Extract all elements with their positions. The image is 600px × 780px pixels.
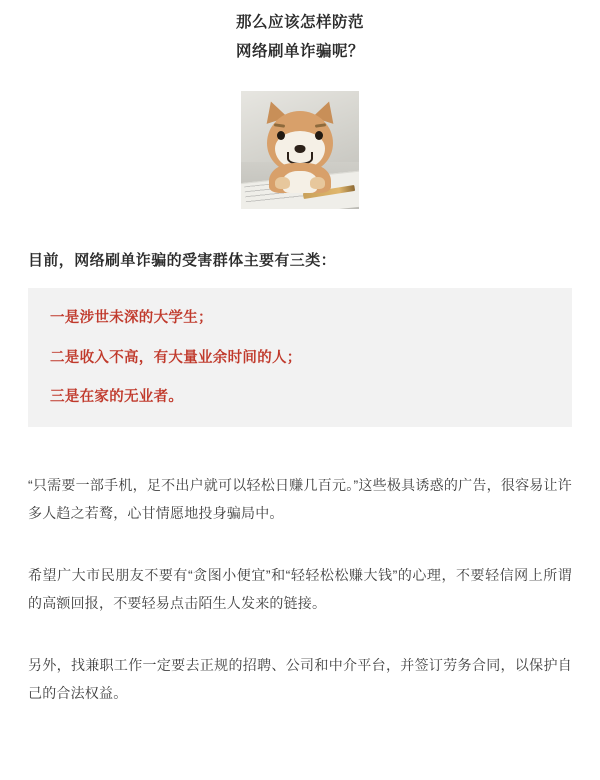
dog-eye-right: [315, 131, 323, 140]
shiba-dog-icon: [259, 105, 341, 191]
dog-paw-left: [275, 177, 290, 189]
callout-item-1: 一是涉世未深的大学生；: [50, 309, 213, 326]
dog-eye-left: [277, 131, 285, 140]
callout-item-2: 二是收入不高，有大量业余时间的人；: [50, 349, 302, 366]
illustration-container: [28, 91, 572, 209]
body-paragraph-2: 希望广大市民朋友不要有“贪图小便宜”和“轻轻松松赚大钱”的心理，不要轻信网上所谓的高额回报，不要轻易点击陌生人发来的链接。: [28, 567, 572, 612]
page-title: [28, 0, 572, 67]
callout-item-3: 三是在家的无业者。: [50, 389, 184, 406]
page-title-line-2: 网络刷单诈骗呢？: [235, 43, 364, 61]
body-paragraph-3: 另外，找兼职工作一定要去正规的招聘、公司和中介平台，并签订劳务合同，以保护自己的合法权益。: [28, 657, 572, 702]
page-title-line-1: 那么应该怎样防范: [235, 14, 364, 31]
dog-paw-right: [310, 177, 325, 189]
body-paragraph-1: “只需要一部手机，足不出户就可以轻松日赚几百元。”这些极具诱惑的广告，很容易让许多人趋之若鹜，心甘情愿地投身骗局中。: [28, 477, 572, 522]
lead-paragraph: 目前，网络刷单诈骗的受害群体主要有三类：: [28, 251, 337, 269]
highlight-callout: [28, 288, 572, 427]
dog-photo: [241, 91, 359, 209]
